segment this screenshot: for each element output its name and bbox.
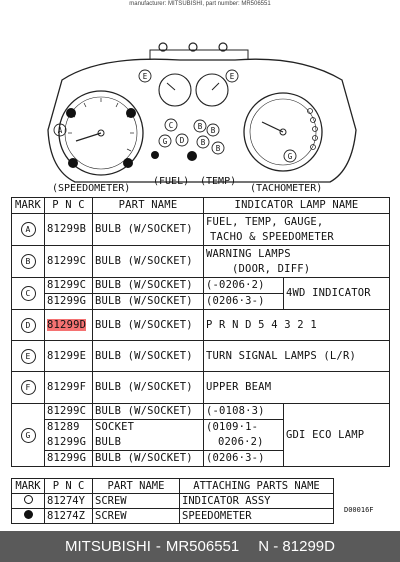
marker-a: A	[57, 126, 63, 135]
col-header-pnc: P N C	[45, 198, 93, 214]
footer-pnc: N - 81299D	[258, 538, 335, 555]
date-range-cell: (0206·3-)	[204, 294, 284, 310]
mark-e: E	[21, 349, 36, 364]
date-range-cell: (0109·1-	[206, 421, 259, 433]
footer-brand: MITSUBISHI	[65, 538, 151, 555]
indicator-text: FUEL, TEMP, GAUGE,	[206, 215, 324, 228]
table-row	[12, 246, 390, 278]
indicator-text: TACHO & SPEEDOMETER	[210, 230, 334, 243]
part-name-cell: BULB (W/SOCKET)	[93, 278, 204, 294]
table-row	[12, 404, 390, 420]
col-header-indicator: INDICATOR LAMP NAME	[204, 198, 390, 214]
label-speedometer: (SPEEDOMETER)	[52, 183, 131, 194]
marker-b: B	[197, 122, 203, 131]
filled-circle-icon	[24, 510, 33, 519]
marker-c: C	[168, 121, 174, 130]
drawing-code: D00016F	[344, 506, 374, 514]
date-range-cell: (-0108·3)	[204, 404, 284, 420]
part-name-cell: BULB	[93, 435, 204, 451]
indicator-text: P R N D 5 4 3 2 1	[204, 310, 390, 341]
indicator-gdi-eco: GDI ECO LAMP	[284, 404, 390, 467]
tachometer-gauge	[244, 93, 322, 171]
mark-c: C	[21, 286, 36, 301]
attaching-name-cell: INDICATOR ASSY	[180, 494, 334, 509]
part-name-cell: BULB (W/SOCKET)	[93, 310, 204, 341]
part-name-cell: SCREW	[93, 494, 180, 509]
part-name-cell: BULB (W/SOCKET)	[93, 294, 204, 310]
date-range-cell: 0206·2)	[218, 436, 264, 448]
col-header-pnc: P N C	[45, 479, 93, 494]
label-tachometer: (TACHOMETER)	[250, 183, 323, 194]
part-name-cell: BULB (W/SOCKET)	[93, 404, 204, 420]
pnc-cell: 81299G	[45, 451, 93, 467]
label-temp: (TEMP)	[200, 176, 237, 187]
part-name-cell: BULB (W/SOCKET)	[93, 246, 204, 278]
marker-g2: G	[287, 152, 293, 161]
table-row	[12, 310, 390, 341]
col-header-mark: MARK	[12, 479, 45, 494]
marker-e: E	[142, 72, 148, 81]
table-row	[12, 278, 390, 294]
pnc-highlighted: 81299D	[47, 318, 87, 331]
mark-b: B	[21, 254, 36, 269]
col-header-mark: MARK	[12, 198, 45, 214]
footer-part-number: MR506551	[165, 538, 240, 555]
indicator-text: WARNING LAMPS	[206, 247, 291, 260]
col-header-attaching: ATTACHING PARTS NAME	[180, 479, 334, 494]
part-name-cell: BULB (W/SOCKET)	[93, 341, 204, 372]
attaching-name-cell: SPEEDOMETER	[180, 509, 334, 524]
mark-d: D	[21, 318, 36, 333]
part-name-cell: SCREW	[93, 509, 180, 524]
table-row	[12, 372, 390, 404]
part-name-cell: BULB (W/SOCKET)	[93, 372, 204, 404]
pnc-cell: 81299C	[45, 278, 93, 294]
temp-gauge	[196, 74, 228, 106]
speedometer-gauge	[59, 91, 143, 175]
marker-b3: B	[200, 138, 206, 147]
table-header-row	[12, 198, 390, 214]
part-name-cell: BULB (W/SOCKET)	[93, 451, 204, 467]
label-fuel: (FUEL)	[153, 176, 190, 187]
pnc-cell: 81274Z	[45, 509, 93, 524]
fuel-gauge	[159, 74, 191, 106]
marker-e2: E	[229, 72, 235, 81]
table-row	[12, 341, 390, 372]
col-header-part-name: PART NAME	[93, 479, 180, 494]
date-range-cell: (-0206·2)	[204, 278, 284, 294]
mark-g: G	[21, 428, 36, 443]
pnc-cell: 81299C	[45, 404, 93, 420]
footer-bar: MITSUBISHI - MR506551 N - 81299D	[0, 531, 400, 562]
pnc-cell: 81289	[45, 420, 93, 436]
table-row	[12, 214, 390, 246]
pnc-cell: 81299G	[45, 294, 93, 310]
table-header-row	[12, 479, 334, 494]
marker-d: D	[179, 136, 185, 145]
page-header-text: manufacturer: MITSUBISHI, part number: MR506551	[129, 1, 271, 7]
marker-b2: B	[210, 126, 216, 135]
mark-f: F	[21, 380, 36, 395]
part-name-cell: SOCKET	[93, 420, 204, 436]
date-range-cell: (0206·3-)	[204, 451, 284, 467]
indicator-text: (DOOR, DIFF)	[232, 262, 311, 275]
mark-a: A	[21, 222, 36, 237]
part-name-cell: BULB (W/SOCKET)	[93, 214, 204, 246]
attaching-parts-table	[11, 478, 334, 524]
col-header-part-name: PART NAME	[93, 198, 204, 214]
indicator-4wd: 4WD INDICATOR	[284, 278, 390, 310]
marker-b4: B	[215, 144, 221, 153]
pnc-cell: 81299B	[45, 214, 93, 246]
indicator-text: TURN SIGNAL LAMPS (L/R)	[204, 341, 390, 372]
open-circle-icon	[24, 495, 33, 504]
parts-table	[11, 197, 390, 467]
table-row	[12, 494, 334, 509]
pnc-cell: 81299C	[45, 246, 93, 278]
indicator-text: UPPER BEAM	[204, 372, 390, 404]
marker-g: G	[162, 137, 168, 146]
pnc-cell: 81299E	[45, 341, 93, 372]
instrument-cluster-diagram	[0, 10, 400, 197]
table-row	[12, 509, 334, 524]
pnc-cell: 81274Y	[45, 494, 93, 509]
pnc-cell: 81299F	[45, 372, 93, 404]
pnc-cell: 81299G	[45, 435, 93, 451]
